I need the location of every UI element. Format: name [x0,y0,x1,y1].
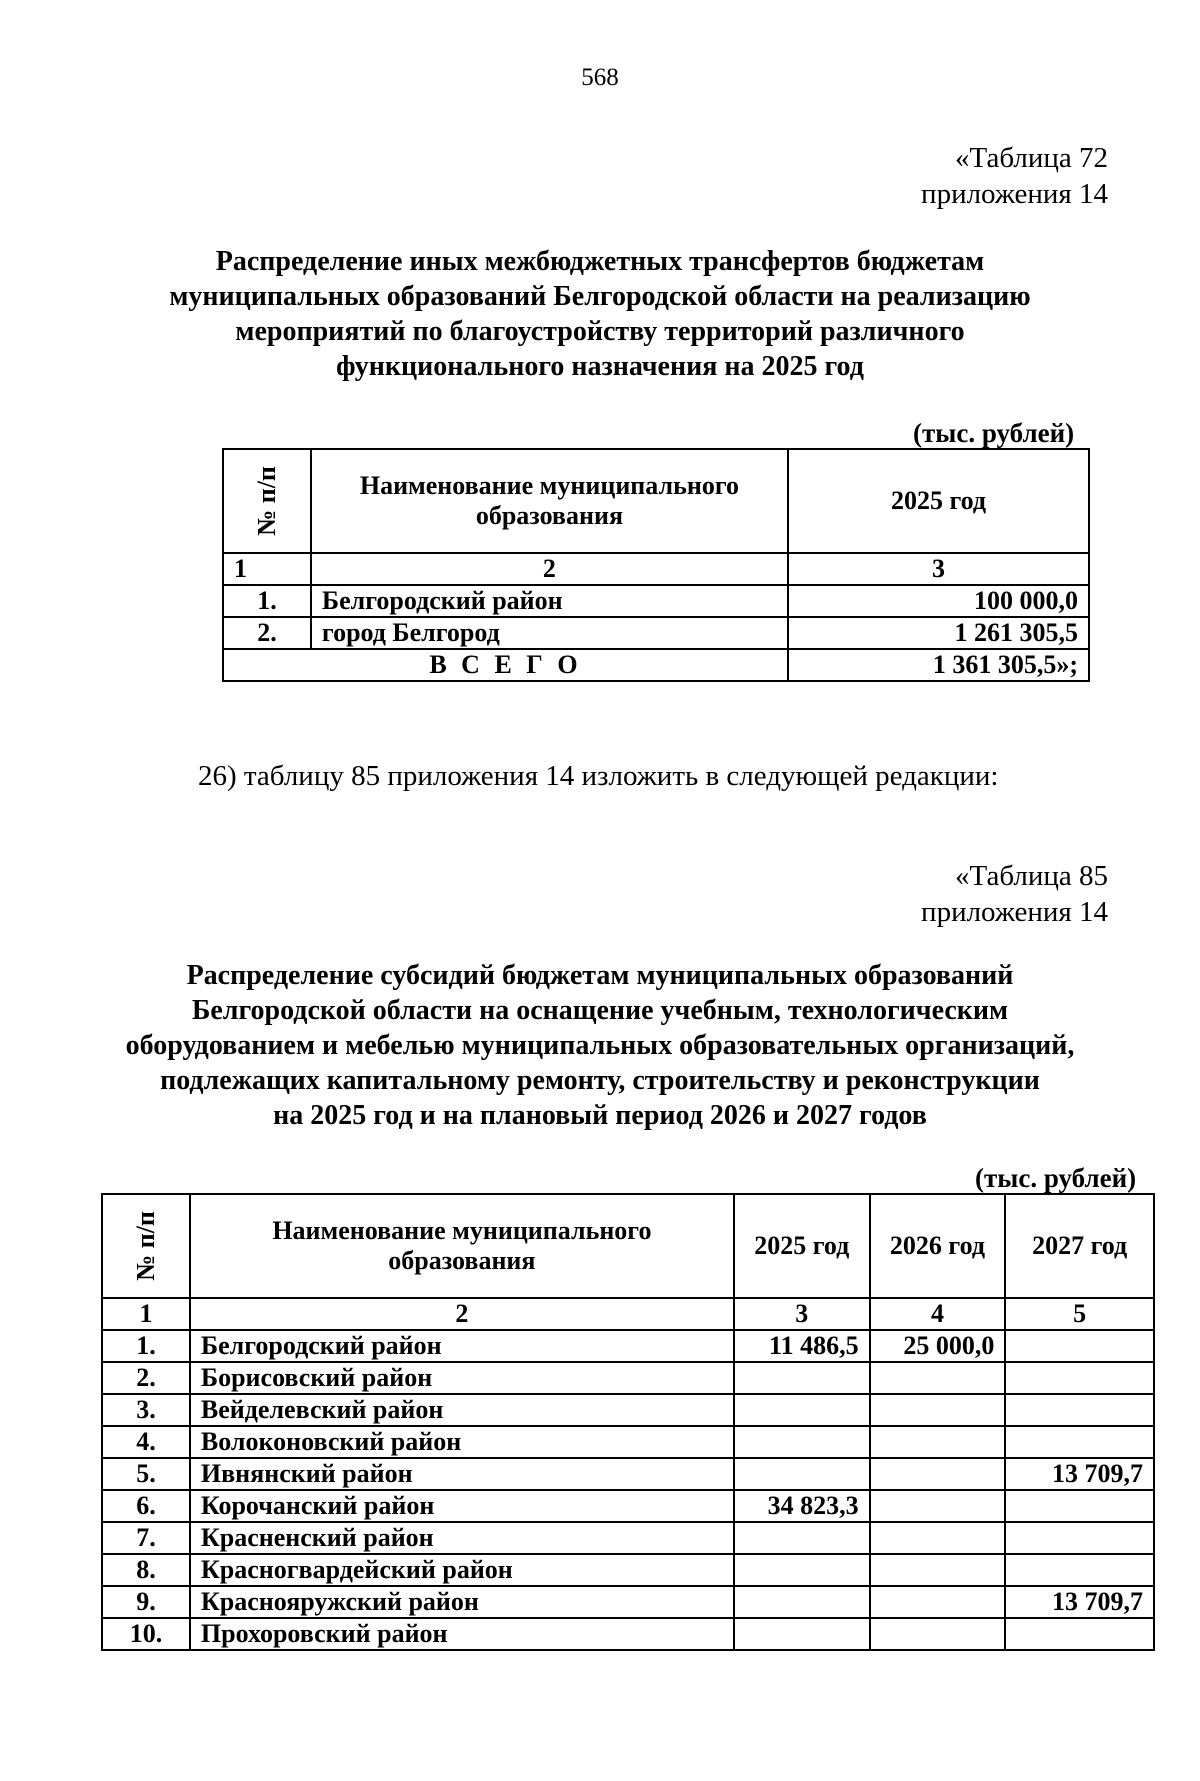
table-row [102,1426,1154,1458]
table72-reference [921,140,1108,212]
value-2027 [1005,1394,1154,1426]
table-row [102,1458,1154,1490]
table85-colnum: 5 [1005,1298,1154,1330]
table85-colnum: 2 [190,1298,734,1330]
value-2026 [870,1618,1006,1650]
municipality-name: Ивнянский район [190,1458,734,1490]
table72-column-numbers-row [223,553,1089,585]
table85-unit-label: (тыс. рублей) [975,1163,1137,1193]
table-row [102,1522,1154,1554]
table72-unit-label: (тыс. рублей) [913,418,1075,448]
table-row [223,617,1089,649]
value-2026 [870,1394,1006,1426]
municipality-name: Белгородский район [190,1330,734,1362]
table85-colnum: 4 [870,1298,1006,1330]
table72-header-name: Наименование муниципального образования [311,449,788,553]
table85-title-line: на 2025 год и на плановый период 2026 и 2027 годов [273,1100,927,1131]
table85-title-line: оборудованием и мебелью муниципальных образовательных организаций, [125,1030,1075,1061]
row-number: 4. [102,1426,190,1458]
table85-ref-line2: приложения 14 [921,896,1108,928]
table72-colnum: 1 [223,553,311,585]
value-2025: 34 823,3 [734,1490,870,1522]
municipality-name: Прохоровский район [190,1618,734,1650]
table-row [102,1362,1154,1394]
total-label: В С Е Г О [223,649,788,681]
table72-colnum: 2 [311,553,788,585]
table85-header-2026: 2026 год [870,1194,1006,1298]
row-number: 3. [102,1394,190,1426]
value-2026 [870,1522,1006,1554]
table85-header-num [102,1194,190,1298]
table-row [223,585,1089,617]
table72-title-line: функционального назначения на 2025 год [336,351,864,382]
table72-ref-line2: приложения 14 [921,178,1108,210]
table85-body [102,1330,1154,1650]
table72-header-2025: 2025 год [788,449,1089,553]
instruction-paragraph: 26) таблицу 85 приложения 14 изложить в следующей редакции: [198,760,999,792]
table85-colnum: 1 [102,1298,190,1330]
table72-title-line: муниципальных образований Белгородской области на реализацию [169,281,1031,312]
table72-title-line: мероприятий по благоустройству территорий различного [235,316,965,347]
value-2025 [734,1458,870,1490]
municipality-name: Белгородский район [311,585,788,617]
municipality-name: Красногвардейский район [190,1554,734,1586]
municipality-name: Борисовский район [190,1362,734,1394]
table72-header-num-text: № п/п [251,466,281,536]
municipality-name: Краснояружский район [190,1586,734,1618]
municipality-name: Волоконовский район [190,1426,734,1458]
table-row [102,1490,1154,1522]
value-2027 [1005,1554,1154,1586]
value-2026: 25 000,0 [870,1330,1006,1362]
table85-header-2025: 2025 год [734,1194,870,1298]
row-number: 1. [223,585,311,617]
value-2027 [1005,1362,1154,1394]
value-2027 [1005,1618,1154,1650]
value-2027: 13 709,7 [1005,1586,1154,1618]
table72-colnum: 3 [788,553,1089,585]
table85-title-line: подлежащих капитальному ремонту, строительству и реконструкции [160,1065,1040,1096]
table85-header-num-text: № п/п [130,1211,160,1281]
value-2026 [870,1426,1006,1458]
value-2027 [1005,1522,1154,1554]
table72-total-row [223,649,1089,681]
total-value: 1 361 305,5»; [788,649,1089,681]
value-2027 [1005,1330,1154,1362]
value-2026 [870,1458,1006,1490]
value-2025: 100 000,0 [788,585,1089,617]
value-2025 [734,1426,870,1458]
table85-title [0,958,1200,1133]
table-row [102,1618,1154,1650]
table85-reference [921,858,1108,930]
page-number: 568 [581,64,619,91]
value-2025 [734,1394,870,1426]
value-2026 [870,1490,1006,1522]
municipality-name: Вейделевский район [190,1394,734,1426]
table-row [102,1330,1154,1362]
table-row [102,1394,1154,1426]
value-2025 [734,1586,870,1618]
value-2026 [870,1586,1006,1618]
row-number: 9. [102,1586,190,1618]
row-number: 6. [102,1490,190,1522]
table85 [101,1193,1155,1651]
value-2025 [734,1522,870,1554]
table72-header-row [223,449,1089,553]
municipality-name: Красненский район [190,1522,734,1554]
row-number: 1. [102,1330,190,1362]
table72-title [0,244,1200,384]
row-number: 2. [102,1362,190,1394]
table85-ref-line1: «Таблица 85 [954,860,1108,892]
value-2025: 1 261 305,5 [788,617,1089,649]
row-number: 5. [102,1458,190,1490]
row-number: 7. [102,1522,190,1554]
table85-header-2027: 2027 год [1005,1194,1154,1298]
table72-title-line: Распределение иных межбюджетных трансфертов бюджетам [215,246,985,277]
municipality-name: город Белгород [311,617,788,649]
value-2025 [734,1618,870,1650]
municipality-name: Корочанский район [190,1490,734,1522]
value-2026 [870,1554,1006,1586]
table85-title-line: Белгородской области на оснащение учебным, технологическим [191,995,1009,1026]
table85-header-row [102,1194,1154,1298]
row-number: 10. [102,1618,190,1650]
value-2027 [1005,1490,1154,1522]
table72-ref-line1: «Таблица 72 [954,142,1108,174]
value-2027: 13 709,7 [1005,1458,1154,1490]
row-number: 2. [223,617,311,649]
table85-header-name: Наименование муниципального образования [190,1194,734,1298]
table85-column-numbers-row [102,1298,1154,1330]
row-number: 8. [102,1554,190,1586]
table85-title-line: Распределение субсидий бюджетам муниципальных образований [186,960,1014,991]
value-2026 [870,1362,1006,1394]
table-row [102,1554,1154,1586]
table72-header-num [223,449,311,553]
table-row [102,1586,1154,1618]
value-2027 [1005,1426,1154,1458]
table85-colnum: 3 [734,1298,870,1330]
value-2025 [734,1362,870,1394]
value-2025 [734,1554,870,1586]
table72 [222,448,1090,682]
value-2025: 11 486,5 [734,1330,870,1362]
